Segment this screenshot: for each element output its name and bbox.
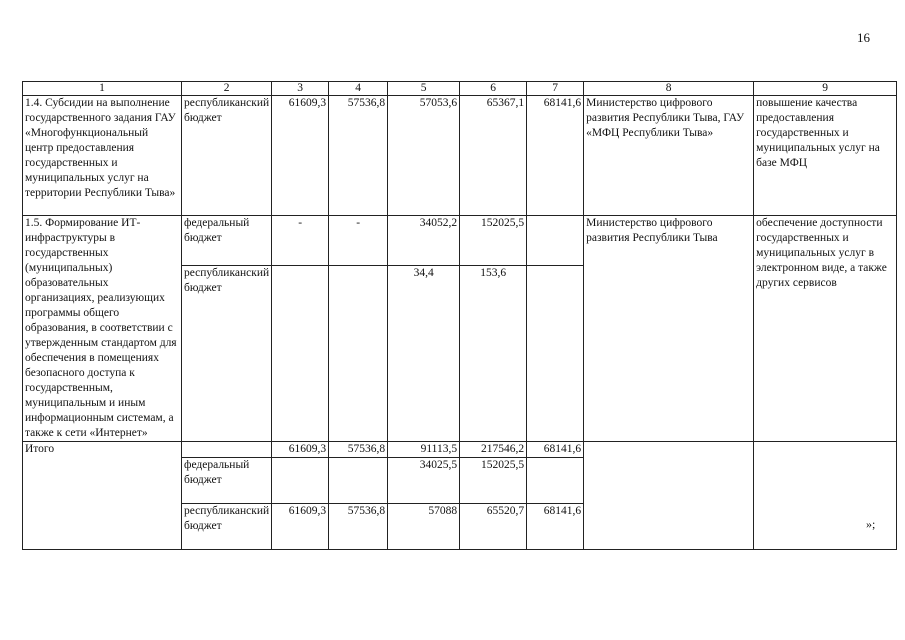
value-col-6: 65520,7 bbox=[460, 504, 527, 550]
expected-result: обеспечение доступности государственных и муниципальных услуг в электронном виде, а также других сервисов bbox=[754, 216, 897, 442]
value-col-5: 34052,2 bbox=[388, 216, 460, 266]
total-executor-cell bbox=[584, 442, 754, 550]
table-row-1-4 bbox=[23, 96, 897, 216]
col-header-3: 3 bbox=[272, 82, 329, 96]
col-header-7: 7 bbox=[527, 82, 584, 96]
value-col-4: - bbox=[329, 216, 388, 266]
value-col-5: 34,4 bbox=[388, 265, 460, 442]
table-row-1-5-federal bbox=[23, 216, 897, 266]
value-col-5: 34025,5 bbox=[388, 458, 460, 504]
value-col-4: 57536,8 bbox=[329, 442, 388, 458]
value-col-6: 152025,5 bbox=[460, 216, 527, 266]
funding-source: республиканский бюджет bbox=[182, 265, 272, 442]
value-col-7 bbox=[527, 458, 584, 504]
value-col-3: 61609,3 bbox=[272, 504, 329, 550]
page-number: 16 bbox=[857, 30, 870, 45]
value-col-7: 68141,6 bbox=[527, 442, 584, 458]
table-row-total bbox=[23, 442, 897, 458]
closing-quote-mark: »; bbox=[866, 517, 876, 531]
value-col-6: 65367,1 bbox=[460, 96, 527, 216]
value-col-6: 153,6 bbox=[460, 265, 527, 442]
funding-source: республиканский бюджет bbox=[182, 504, 272, 550]
value-col-3 bbox=[272, 458, 329, 504]
col-header-1: 1 bbox=[23, 82, 182, 96]
total-label: Итого bbox=[23, 442, 182, 550]
col-header-8: 8 bbox=[584, 82, 754, 96]
funding-source bbox=[182, 442, 272, 458]
column-number-row bbox=[23, 82, 897, 96]
col-header-6: 6 bbox=[460, 82, 527, 96]
funding-source: республиканский бюджет bbox=[182, 96, 272, 216]
value-col-7: 68141,6 bbox=[527, 96, 584, 216]
value-col-5: 91113,5 bbox=[388, 442, 460, 458]
value-col-4 bbox=[329, 458, 388, 504]
total-result-cell bbox=[754, 442, 897, 550]
col-header-9: 9 bbox=[754, 82, 897, 96]
expected-result: повышение качества предоставления государственных и муниципальных услуг на базе МФЦ bbox=[754, 96, 897, 216]
value-col-3: 61609,3 bbox=[272, 442, 329, 458]
value-col-7: 68141,6 bbox=[527, 504, 584, 550]
funding-source: федеральный бюджет bbox=[182, 216, 272, 266]
value-col-3: 61609,3 bbox=[272, 96, 329, 216]
col-header-2: 2 bbox=[182, 82, 272, 96]
value-col-7 bbox=[527, 265, 584, 442]
executor: Министерство цифрового развития Республики Тыва bbox=[584, 216, 754, 442]
col-header-4: 4 bbox=[329, 82, 388, 96]
value-col-3 bbox=[272, 265, 329, 442]
measure-name: 1.4. Субсидии на выполнение государственного задания ГАУ «Многофункциональный центр предоставления государственных и муниципальных услуг на территории Республики Тыва» bbox=[23, 96, 182, 216]
value-col-5: 57088 bbox=[388, 504, 460, 550]
program-measures-table bbox=[22, 81, 897, 550]
measure-name: 1.5. Формирование ИТ-инфраструктуры в государственных (муниципальных) образовательных организациях, реализующих программы общего образования, в соответствии с утвержденным стандартом для обеспечения в помещениях безопасного доступа к государственным, муниципальным и иным информационным системам, а также к сети «Интернет» bbox=[23, 216, 182, 442]
value-col-4 bbox=[329, 265, 388, 442]
col-header-5: 5 bbox=[388, 82, 460, 96]
executor: Министерство цифрового развития Республики Тыва, ГАУ «МФЦ Республики Тыва» bbox=[584, 96, 754, 216]
value-col-4: 57536,8 bbox=[329, 96, 388, 216]
funding-source: федеральный бюджет bbox=[182, 458, 272, 504]
value-col-6: 217546,2 bbox=[460, 442, 527, 458]
value-col-3: - bbox=[272, 216, 329, 266]
value-col-6: 152025,5 bbox=[460, 458, 527, 504]
value-col-4: 57536,8 bbox=[329, 504, 388, 550]
value-col-5: 57053,6 bbox=[388, 96, 460, 216]
value-col-7 bbox=[527, 216, 584, 266]
